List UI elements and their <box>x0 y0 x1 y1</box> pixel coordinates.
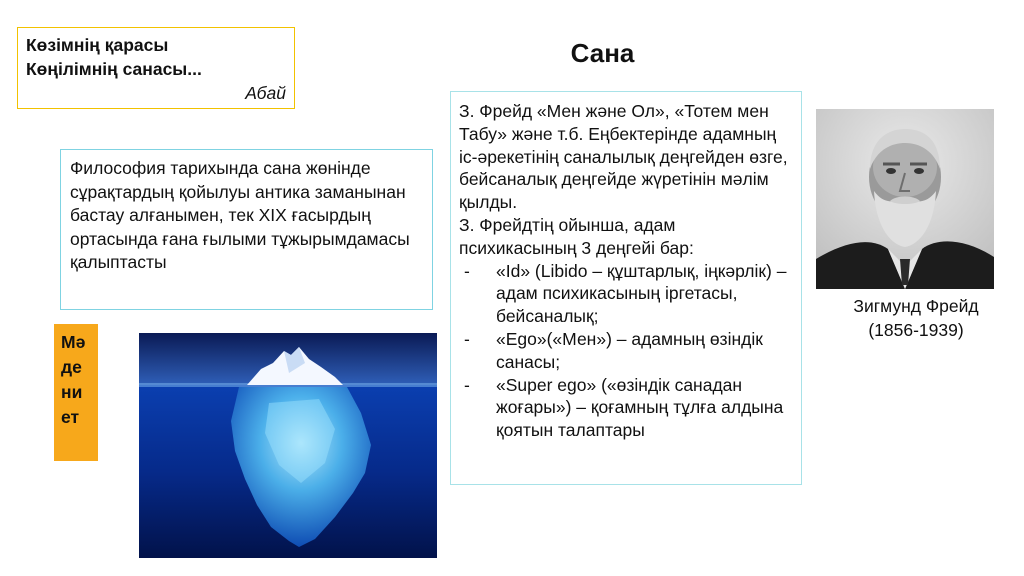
bullet-dash: - <box>464 374 470 395</box>
freud-levels-intro: З. Фрейдтің ойынша, адам психикасының 3 деңгейі бар: <box>459 214 694 258</box>
iceberg-image <box>139 333 437 558</box>
freud-portrait <box>816 109 994 289</box>
bullet-dash: - <box>464 328 470 349</box>
culture-label: Мәдениет <box>61 332 86 427</box>
freud-info-box <box>450 91 802 485</box>
portrait-name: Зигмунд Фрейд <box>853 296 979 316</box>
iceberg-illustration <box>139 333 437 558</box>
list-item-text: «Id» (Libido – құштарлық, іңкәрлік) – адам психикасының іргетасы, бейсаналық; <box>496 260 787 327</box>
portrait-illustration <box>816 109 994 289</box>
quote-line-1: Көзімнің қарасы <box>26 35 169 55</box>
list-item-text: «Super ego» («өзіндік санадан жоғары») – қоғамның тұлға алдына қоятын талаптары <box>496 374 784 441</box>
list-item <box>459 260 793 328</box>
portrait-years: (1856-1939) <box>868 320 964 340</box>
psyche-levels-list <box>459 260 793 442</box>
culture-label-box <box>54 324 98 461</box>
freud-intro-text: З. Фрейд «Мен және Ол», «Тотем мен Табу» және т.б. Еңбектерінде адамның іс-әрекетінің саналылық деңгейден өзге, бейсаналық деңгейде жүретінін мәлім қылды. <box>459 101 788 213</box>
philosophy-text-box: Философия тарихында сана жөнінде сұрақтардың қойылуы антика заманынан бастау алғанымен, тек XIX ғасырдың ортасында ғана ғылыми тұжырымдамасы қалыптасты <box>60 149 433 310</box>
bullet-dash: - <box>464 260 470 281</box>
portrait-caption <box>816 294 1016 342</box>
list-item-text: «Ego»(«Мен») – адамның өзіндік санасы; <box>496 328 763 372</box>
list-item <box>459 328 793 374</box>
list-item <box>459 374 793 442</box>
quote-line-2: Көңілімнің санасы... <box>26 59 202 79</box>
quote-author: Абай <box>245 83 286 103</box>
epigraph-quote-box <box>17 27 295 109</box>
slide-title: Сана <box>570 38 635 68</box>
